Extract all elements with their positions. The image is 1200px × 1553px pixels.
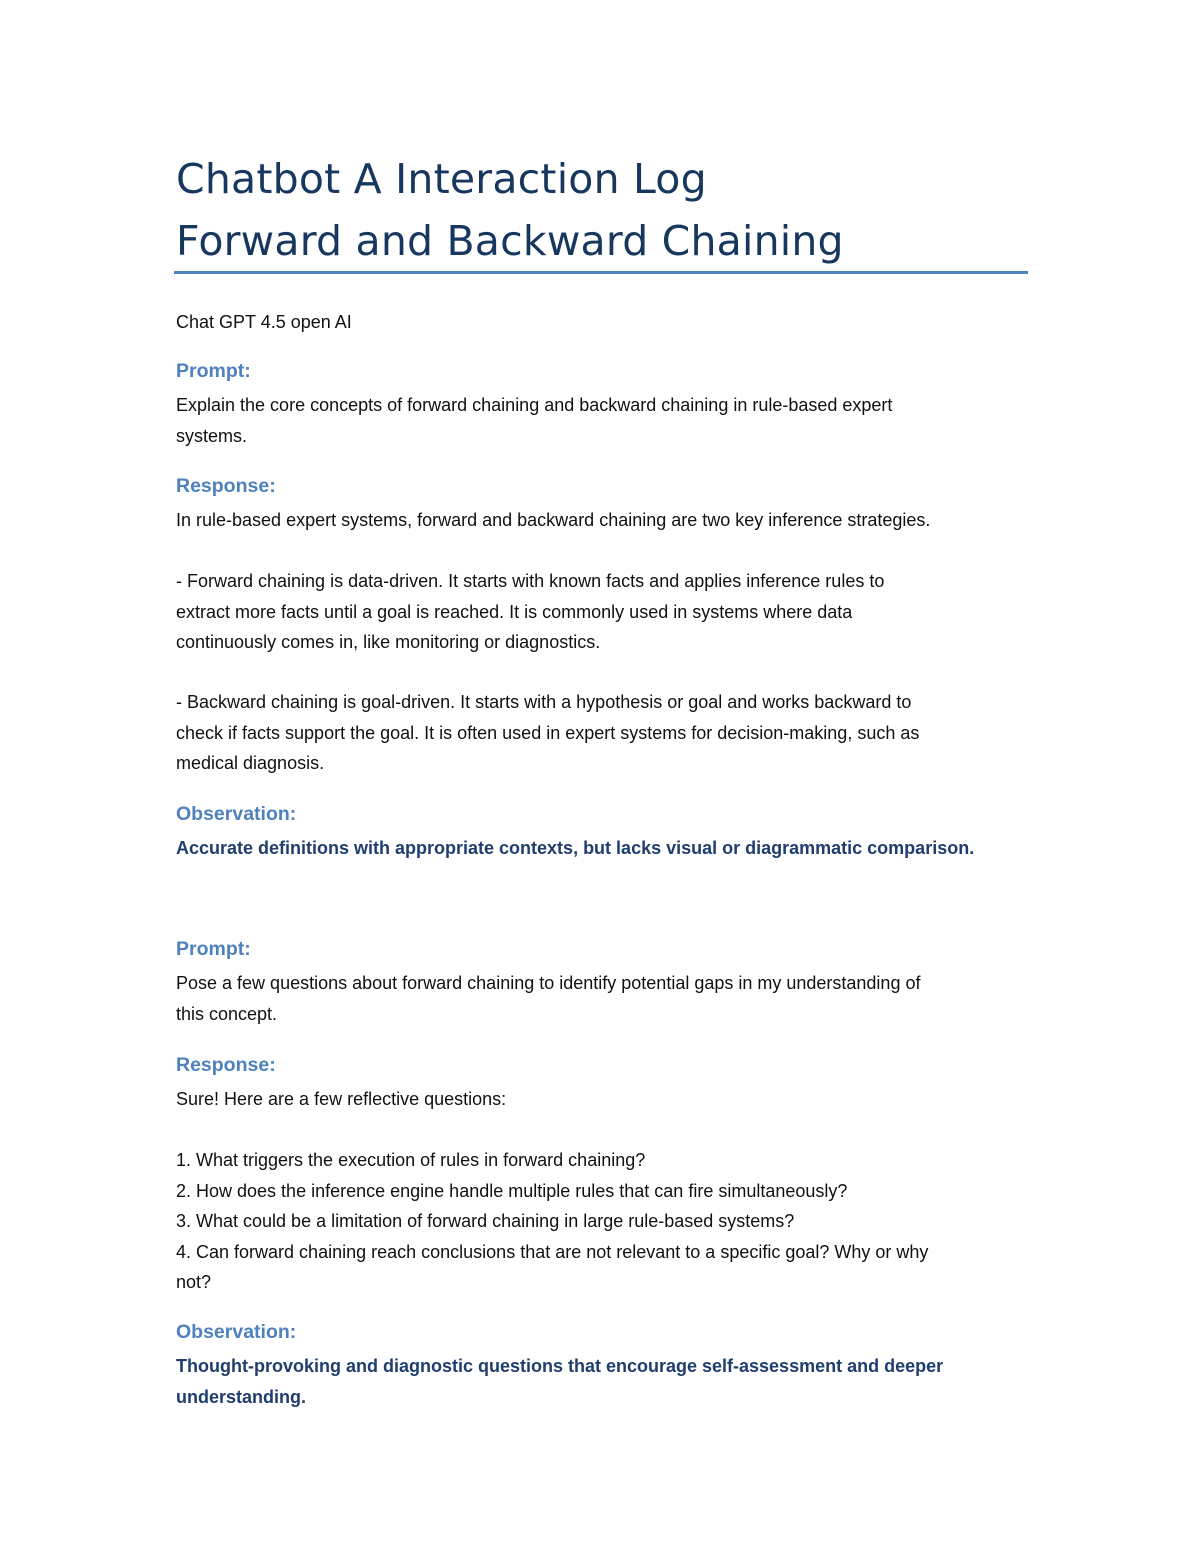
title-block bbox=[176, 148, 1036, 272]
response-1-para-2-line-2: extract more facts until a goal is reached. It is commonly used in systems where data bbox=[176, 601, 853, 622]
document-title-line-2: Forward and Backward Chaining bbox=[176, 217, 844, 265]
question-item-1: 1. What triggers the execution of rules in forward chaining? bbox=[176, 1150, 646, 1170]
prompt-text-2 bbox=[176, 968, 1036, 1029]
observation-2-line-2: understanding. bbox=[176, 1387, 306, 1407]
question-item-2: 2. How does the inference engine handle multiple rules that can fire simultaneously? bbox=[176, 1180, 848, 1201]
response-1-para-2-line-1: - Forward chaining is data-driven. It starts with known facts and applies inference rules to bbox=[176, 571, 885, 591]
prompt-heading-2: Prompt: bbox=[176, 938, 251, 960]
response-heading-1: Response: bbox=[176, 475, 276, 497]
observation-heading-2: Observation: bbox=[176, 1321, 297, 1343]
title-underline-rule bbox=[174, 271, 1028, 274]
response-1-para-3-line-3: medical diagnosis. bbox=[176, 753, 325, 773]
prompt-1-line-2: systems. bbox=[176, 425, 248, 446]
prompt-2-line-1: Pose a few questions about forward chaining to identify potential gaps in my understanding of bbox=[176, 973, 921, 993]
observation-2-line-1: Thought-provoking and diagnostic questions that encourage self-assessment and deeper bbox=[176, 1356, 944, 1376]
observation-heading-1: Observation: bbox=[176, 803, 297, 825]
response-1-para-3-line-1: - Backward chaining is goal-driven. It starts with a hypothesis or goal and works backward to bbox=[176, 692, 912, 712]
prompt-heading-1: Prompt: bbox=[176, 360, 251, 382]
prompt-1-line-1: Explain the core concepts of forward chaining and backward chaining in rule-based expert bbox=[176, 395, 893, 415]
response-1-para-3 bbox=[176, 687, 1036, 779]
observation-text-1 bbox=[176, 833, 1036, 864]
response-1-para-2 bbox=[176, 566, 1036, 658]
response-1-para-3-line-2: check if facts support the goal. It is often used in expert systems for decision-making, such as bbox=[176, 722, 920, 743]
question-item-4: 4. Can forward chaining reach conclusions that are not relevant to a specific goal? Why or why bbox=[176, 1241, 929, 1262]
response-2-intro: Sure! Here are a few reflective questions: bbox=[176, 1089, 507, 1109]
observation-text-2 bbox=[176, 1351, 1036, 1413]
question-item-3: 3. What could be a limitation of forward chaining in large rule-based systems? bbox=[176, 1211, 795, 1231]
document-title-line-1: Chatbot A Interaction Log bbox=[176, 155, 707, 203]
prompt-2-line-2: this concept. bbox=[176, 1003, 278, 1024]
response-heading-2: Response: bbox=[176, 1054, 276, 1076]
model-label: Chat GPT 4.5 open AI bbox=[176, 312, 352, 332]
response-2-question-list bbox=[176, 1145, 1036, 1298]
response-1-para-2-line-3: continuously comes in, like monitoring or diagnostics. bbox=[176, 632, 601, 652]
observation-1-line-1: Accurate definitions with appropriate contexts, but lacks visual or diagrammatic comparison. bbox=[176, 838, 975, 858]
prompt-text-1 bbox=[176, 390, 1036, 451]
response-1-para-1: In rule-based expert systems, forward and backward chaining are two key inference strategies. bbox=[176, 510, 931, 530]
question-item-4-continued: not? bbox=[176, 1272, 212, 1292]
